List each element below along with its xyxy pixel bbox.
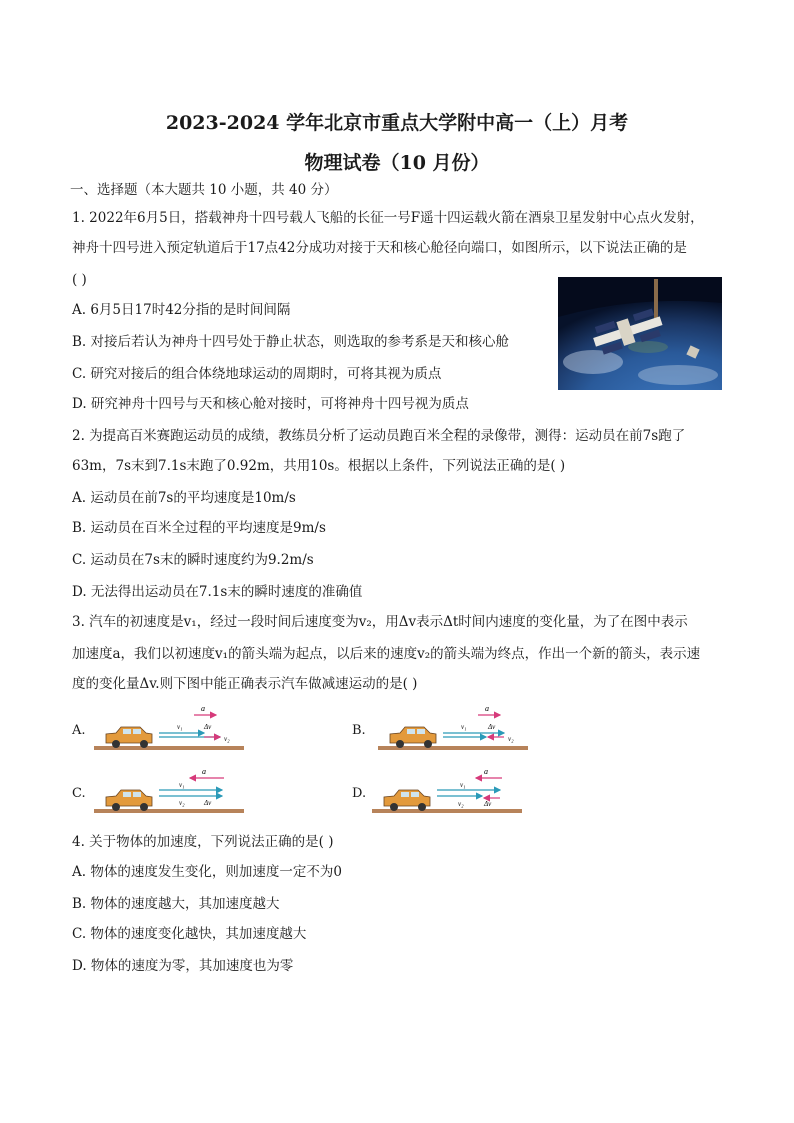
v1-label: v₁	[460, 781, 466, 789]
exam-title: 2023-2024 学年北京市重点大学附中高一（上）月考	[165, 112, 629, 134]
acceleration-label: a	[201, 704, 205, 713]
q3-option-d-label: D.	[352, 786, 367, 801]
car-icon	[106, 790, 152, 811]
delta-v-label: Δv	[488, 723, 496, 731]
q2-line-2: 63m，7s末到7.1s末跑了0.92m，共用10s。根据以上条件，下列说法正确的是( )	[72, 458, 566, 474]
q3-figure-a	[94, 703, 244, 751]
q1-line-2: 神舟十四号进入预定轨道后于17点42分成功对接于天和核心舱径向端口，如图所示，以下说法正确的是	[72, 240, 687, 256]
car-icon	[106, 727, 152, 748]
q3-figure-b	[378, 703, 528, 751]
v1-label: v₁	[179, 781, 185, 789]
q2-option-d: D. 无法得出运动员在7.1s末的瞬时速度的准确值	[72, 584, 363, 600]
delta-v-label: Δv	[484, 800, 492, 808]
v1-label: v₁	[177, 723, 183, 731]
q2-option-b: B. 运动员在百米全过程的平均速度是9m/s	[72, 520, 326, 536]
q3-line-2: 加速度a，我们以初速度v₁的箭头端为起点，以后来的速度v₂的箭头端为终点，作出一个新的箭头，表示速	[72, 646, 701, 662]
q1-line-1: 1. 2022年6月5日，搭载神舟十四号载人飞船的长征一号F遥十四运载火箭在酒泉卫星发射中心点火发射，	[72, 210, 704, 226]
q1-option-b: B. 对接后若认为神舟十四号处于静止状态，则选取的参考系是天和核心舱	[72, 334, 510, 350]
exam-subtitle: 物理试卷（10 月份）	[304, 152, 490, 174]
q4-option-d: D. 物体的速度为零，其加速度也为零	[72, 958, 294, 974]
q1-option-c: C. 研究对接后的组合体绕地球运动的周期时，可将其视为质点	[72, 366, 442, 382]
delta-v-label: Δv	[204, 799, 212, 807]
q1-paren: ( )	[72, 272, 87, 288]
q1-option-a: A. 6月5日17时42分指的是时间间隔	[72, 302, 291, 318]
q4-option-c: C. 物体的速度变化越快，其加速度越大	[72, 926, 307, 942]
q2-line-1: 2. 为提高百米赛跑运动员的成绩，教练员分析了运动员跑百米全程的录像带，测得：运动员在前7s跑了	[72, 428, 686, 444]
q3-option-c-label: C.	[72, 786, 86, 801]
v2-label: v₂	[458, 800, 464, 808]
q4-line-1: 4. 关于物体的加速度，下列说法正确的是( )	[72, 834, 334, 850]
v2-label: v₂	[224, 735, 230, 743]
acceleration-label: a	[484, 767, 488, 776]
car-icon	[390, 727, 436, 748]
space-station-image	[558, 277, 722, 390]
v1-label: v₁	[461, 723, 467, 731]
q3-figure-d	[372, 764, 522, 814]
q2-option-c: C. 运动员在7s末的瞬时速度约为9.2m/s	[72, 552, 314, 568]
q3-option-b-label: B.	[352, 723, 366, 738]
q4-option-b: B. 物体的速度越大，其加速度越大	[72, 896, 280, 912]
q2-option-a: A. 运动员在前7s的平均速度是10m/s	[72, 490, 296, 506]
q3-line-3: 度的变化量Δv.则下图中能正确表示汽车做减速运动的是( )	[72, 676, 418, 692]
car-icon	[384, 790, 430, 811]
q3-figure-c	[94, 764, 244, 814]
q3-line-1: 3. 汽车的初速度是v₁，经过一段时间后速度变为v₂，用Δv表示Δt时间内速度的变化量，为了在图中表示	[72, 614, 688, 630]
section-heading: 一、选择题（本大题共 10 小题，共 40 分）	[70, 182, 338, 198]
q4-option-a: A. 物体的速度发生变化，则加速度一定不为0	[72, 864, 342, 880]
v2-label: v₂	[179, 799, 185, 807]
v2-label: v₂	[508, 735, 514, 743]
q3-option-a-label: A.	[72, 723, 86, 738]
q1-option-d: D. 研究神舟十四号与天和核心舱对接时，可将神舟十四号视为质点	[72, 396, 469, 412]
delta-v-label: Δv	[204, 723, 212, 731]
acceleration-label: a	[202, 767, 206, 776]
acceleration-label: a	[485, 704, 489, 713]
